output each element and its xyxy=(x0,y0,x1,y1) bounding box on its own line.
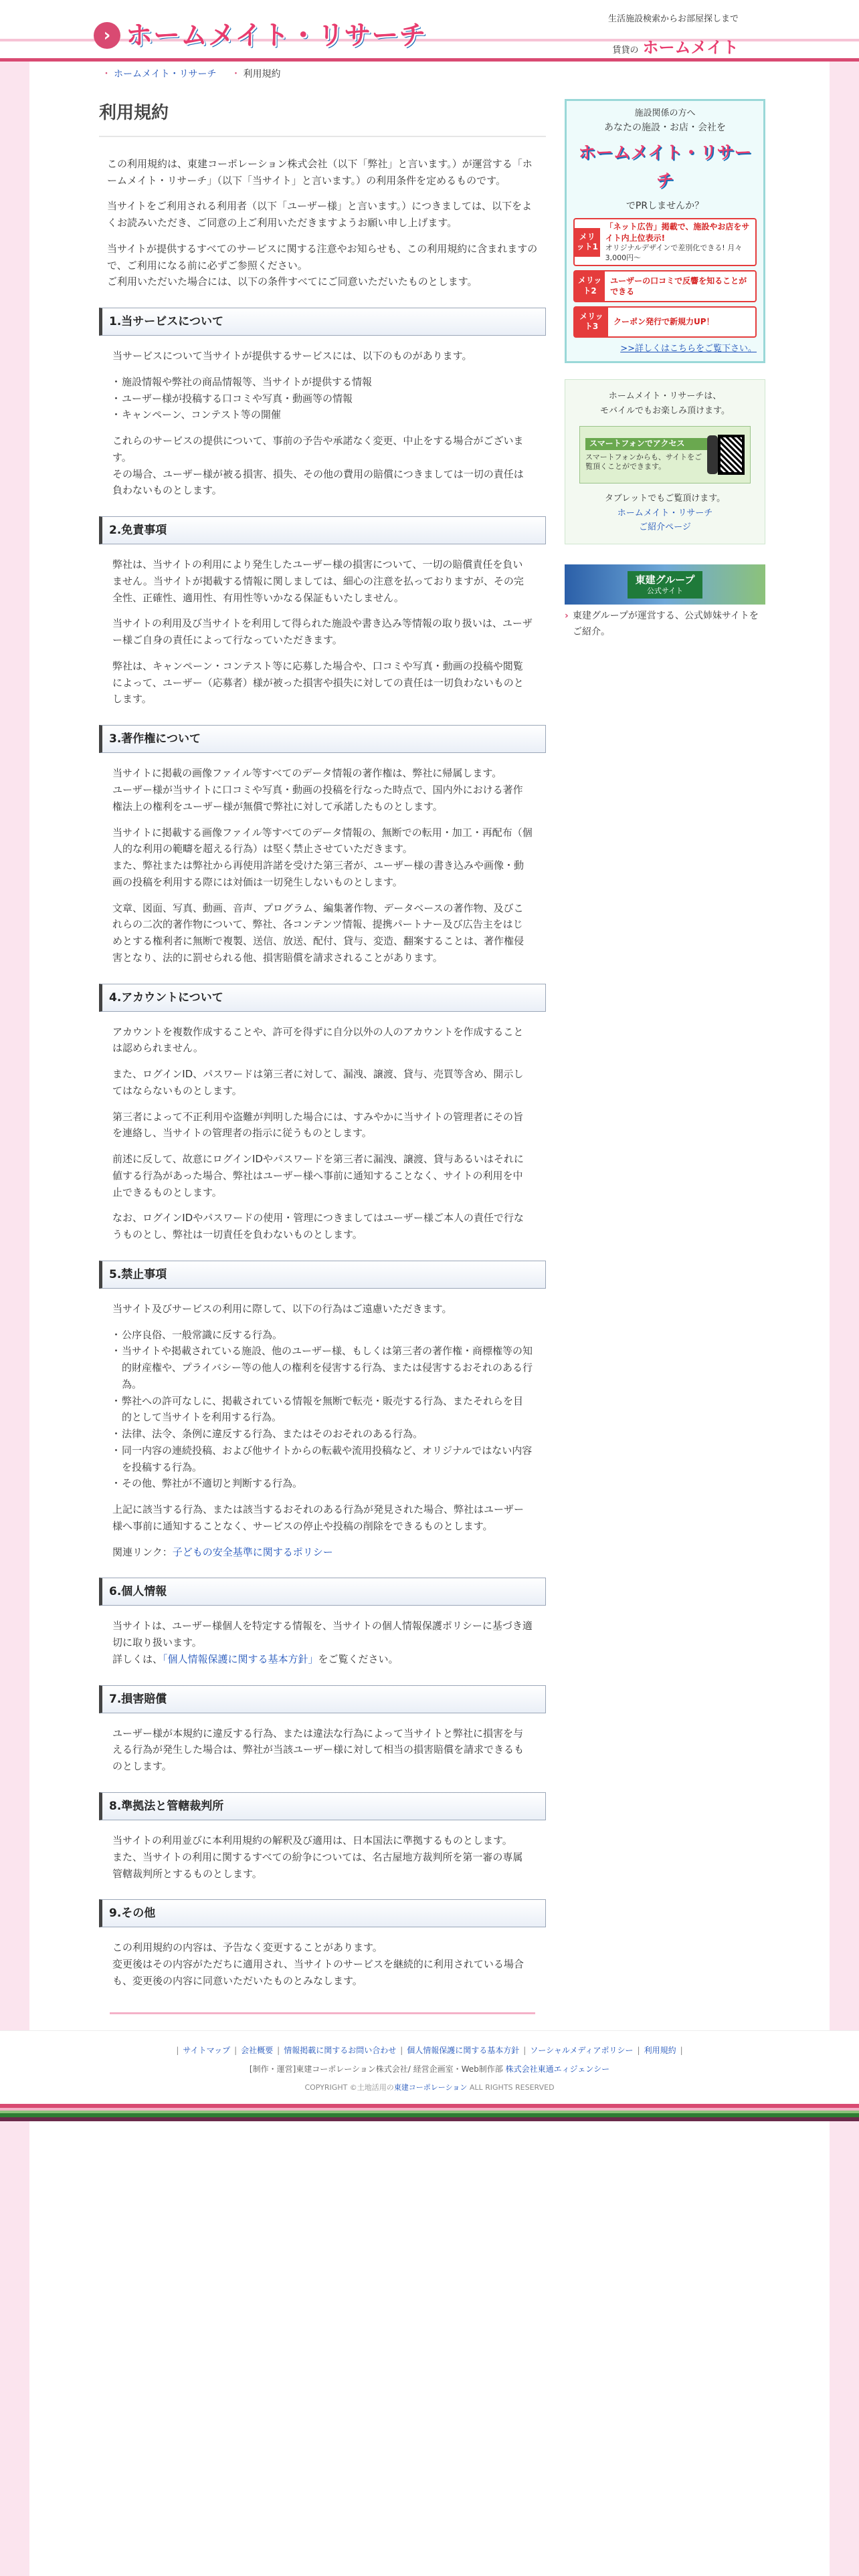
site-header xyxy=(0,0,859,62)
section-paragraph: 当サービスについて当サイトが提供するサービスには、以下のものがあります。 xyxy=(112,350,472,362)
privacy-suffix: をご覧ください。 xyxy=(318,1652,399,1665)
footer-link-terms[interactable]: 利用規約 xyxy=(644,2046,676,2055)
section-paragraph: また、ログインID、パスワードは第三者に対して、漏洩、譲渡、貸与、売買等含め、開示してはならないものとします。 xyxy=(112,1068,524,1097)
logo-text: ホームメイト・リサーチ xyxy=(126,20,427,51)
list-item: ・ 当サイトや掲載されている施設、他のユーザー様、もしくは第三者の著作権・商標権等の知的財産権や、プライバシー等の他人の権利を侵害する行為、または侵害するおそれのある行為。 xyxy=(112,1343,533,1392)
banner-text: › 東建グループが運営する、公式姉妹サイトをご紹介。 xyxy=(565,609,765,639)
list-item: ・ その他、弊社が不適切と判断する行為。 xyxy=(112,1475,533,1492)
agency-link[interactable]: 株式会社東通エィジェンシー xyxy=(505,2064,610,2074)
section-paragraph: 当サイトの利用並びに本利用規約の解釈及び適用は、日本国法に準拠するものとします。 また、当サイトの利用に関するすべての紛争については、名古屋地方裁判所を第一審の専属管轄裁判所とするものとします。 xyxy=(112,1834,523,1880)
ad-details-link[interactable]: >>詳しくはこちらをご覧下さい。 xyxy=(620,343,757,354)
section-paragraph xyxy=(112,1618,533,1667)
section-paragraph: 上記に該当する行為、または該当するおそれのある行為が発見された場合、弊社はユーザー様へ事前に通知することなく、サービスの停止や投稿の削除をできるものとします。 xyxy=(112,1503,524,1532)
list-item: ・ 法律、法令、条例に違反する行為、またはそのおそれのある行為。 xyxy=(112,1426,533,1442)
section-paragraph: 第三者によって不正利用や盗難が判明した場合には、すみやかに当サイトの管理者にその旨を連絡し、当サイトの管理者の指示に従うものとします。 xyxy=(112,1110,523,1140)
homemate-brand-link[interactable] xyxy=(612,35,739,62)
intro-paragraph: この利用規約は、東建コーポレーション株式会社（以下「弊社」と言います。）が運営する「ホームメイト・リサーチ」（以下「当サイト」と言います。）の利用条件を定めるものです。 xyxy=(107,157,533,187)
banner-sub: 公式サイト xyxy=(646,586,684,596)
section-heading: 5.禁止事項 xyxy=(99,1261,546,1289)
footer-link-contact[interactable]: 情報掲載に関するお問い合わせ xyxy=(284,2046,397,2055)
footer-credits xyxy=(0,2063,859,2076)
qr-code-icon xyxy=(718,435,745,475)
list-item: ・ 公序良俗、一般常識に反する行為。 xyxy=(112,1327,533,1344)
mobile-box xyxy=(565,379,765,544)
section-paragraph: 前述に反して、故意にログインIDやパスワードを第三者に漏洩、譲渡、貸与あるいはそれに値する行為があった場合、弊社はユーザー様へ事前に通知することなく、サイトの利用を中止できるものとします。 xyxy=(112,1153,524,1198)
breadcrumb-home[interactable]: ホームメイト・リサーチ xyxy=(114,69,217,80)
list-item: ・ 弊社への許可なしに、掲載されている情報を無断で転売・販売する行為、またそれらを目的として当サイトを利用する行為。 xyxy=(112,1393,533,1426)
mobile-line2: モバイルでもお楽しみ頂けます。 xyxy=(600,405,730,416)
site-logo[interactable] xyxy=(94,13,426,58)
merit-label: メリット3 xyxy=(575,308,608,336)
merit-title: クーポン発行で新規力UP！ xyxy=(613,317,714,327)
section-account xyxy=(99,984,546,1243)
intro-page-link[interactable]: ご紹介ページ xyxy=(639,522,691,533)
section-other xyxy=(99,1899,546,1989)
section-paragraph: この利用規約の内容は、予告なく変更することがあります。 変更後はその内容がただちに適用され、当サイトのサービスを継続的に利用されている場合も、変更後の内容に同意いただいたものとみなします。 xyxy=(112,1941,524,1987)
merit-item[interactable] xyxy=(573,270,757,302)
merit-note: オリジナルデザインで差別化できる! 月々3,000円～ xyxy=(605,243,743,262)
intro xyxy=(99,156,546,290)
section-heading: 1.当サービスについて xyxy=(99,308,546,336)
separator: | xyxy=(523,2046,527,2055)
separator: | xyxy=(277,2046,280,2055)
privacy-prefix: 詳しくは、 xyxy=(112,1652,163,1665)
merit-item[interactable] xyxy=(573,218,757,266)
section-paragraph: 当サイトの利用及び当サイトを利用して得られた施設や書き込み等情報の取り扱いは、ユーザー様ご自身の責任によって行なっていただきます。 xyxy=(112,617,533,647)
section-paragraph: 弊社は、当サイトの利用により発生したユーザー様の損害について、一切の賠償責任を負いません。当サイトが掲載する情報に関しましては、細心の注意を払っておりますが、その完全性、正確性、適用性、有用性等いかなる保証もいたしません。 xyxy=(112,558,524,604)
child-safety-policy-link[interactable]: 子どもの安全基準に関するポリシー xyxy=(172,1545,333,1558)
mobile-line1: ホームメイト・リサーチは、 xyxy=(608,391,722,402)
footer-link-social[interactable]: ソーシャルメディアポリシー xyxy=(530,2046,634,2055)
section-prohibited xyxy=(99,1261,546,1561)
page-title: 利用規約 xyxy=(99,99,546,137)
related-link-prefix: 関連リンク： xyxy=(112,1545,173,1558)
phone-text: スマートフォンからも、サイトをご覧頂くことができます。 xyxy=(585,452,702,471)
section-service xyxy=(99,308,546,499)
section-heading: 3.著作権について xyxy=(99,725,546,753)
section-copyright xyxy=(99,725,546,966)
list-item: ・ 同一内容の連続投稿、および他サイトからの転載や流用投稿など、オリジナルではない内容を投稿する行為。 xyxy=(112,1442,533,1476)
section-paragraph: 文章、図面、写真、動画、音声、プログラム、編集著作物、データベースの著作物、及びこれらの二次的著作物について、弊社、各コンテンツ情報、提携パートナー及び広告主をはじめとする権利者に無断で複製、送信、放送、配付、貸与、変造、翻案することは、著作権侵害となり、法的に罰せられる他、損害賠償を請求されることがあります。 xyxy=(112,901,524,964)
related-link-line xyxy=(112,1544,533,1561)
smartphone-access-panel[interactable] xyxy=(579,426,751,484)
section-paragraph: なお、ログインIDやパスワードの使用・管理につきましてはユーザー様ご本人の責任で行なうものとし、弊社は一切責任を負わないものとします。 xyxy=(112,1212,524,1241)
copyright-suffix: ALL RIGHTS RESERVED xyxy=(467,2082,555,2092)
merit-label: メリット2 xyxy=(575,272,605,300)
merit-title: 「ネット広告」掲載で、施設やお店をサイト内上位表示! xyxy=(605,222,750,243)
merit-title: ユーザーの口コミで反響を知ることができる xyxy=(610,276,747,297)
section-heading: 4.アカウントについて xyxy=(99,984,546,1012)
section-privacy xyxy=(99,1578,546,1667)
service-list xyxy=(112,374,533,423)
section-heading: 9.その他 xyxy=(99,1899,546,1927)
togken-link[interactable]: 東建コーポレーション xyxy=(393,2082,468,2092)
section-disclaimer xyxy=(99,516,546,708)
ad-box-subtitle: あなたの施設・お店・会社を xyxy=(604,122,726,134)
page xyxy=(29,0,830,2576)
intro-paragraph: 当サイトをご利用される利用者（以下「ユーザー様」と言います。）につきましては、以下をよくお読みいただき、ご同意の上ご利用いただきますようお願い申し上げます。 xyxy=(107,200,532,229)
section-paragraph: 当サイトに掲載する画像ファイル等すべてのデータ情報の、無断での転用・加工・再配布（個人的な利用の範疇を超える行為）は堅く禁止させていただきます。 また、弊社または弊社から再使用許諾を受けた第三者が、ユーザー様の書き込みや画像・動画の投稿を利用する際には対価は一切発生しないものとします。 xyxy=(112,826,533,888)
ad-box-question: でPRしませんか？ xyxy=(626,201,704,212)
section-heading: 7.損害賠償 xyxy=(99,1685,546,1713)
section-paragraph: ユーザー様が本規約に違反する行為、または違法な行為によって当サイトと弊社に損害を与える行為が発生した場合は、弊社が当該ユーザー様に対して相当の損害賠償を請求できるものとします。 xyxy=(112,1727,524,1773)
footer-link-sitemap[interactable]: サイトマップ xyxy=(183,2046,231,2055)
banner-title: 東建グループ xyxy=(635,573,695,586)
section-heading: 6.個人情報 xyxy=(99,1578,546,1606)
section-paragraph: 当サイト及びサービスの利用に際して、以下の行為はご遠慮いただきます。 xyxy=(112,1302,452,1315)
section-paragraph: アカウントを複数作成することや、許可を得ずに自分以外の人のアカウントを作成することは認められません。 xyxy=(112,1025,524,1055)
footer-link-company[interactable]: 会社概要 xyxy=(241,2046,274,2055)
list-item: ・ 施設情報や弊社の商品情報等、当サイトが提供する情報 xyxy=(112,374,533,391)
footer-color-bar xyxy=(0,2104,859,2121)
list-item: ・ キャンペーン、コンテスト等の開催 xyxy=(112,407,533,423)
facility-ad-box xyxy=(565,99,765,363)
main-content xyxy=(99,99,546,2014)
content-divider xyxy=(110,2012,535,2014)
footer-links xyxy=(0,2044,859,2058)
separator: | xyxy=(680,2046,683,2055)
merit-item[interactable] xyxy=(573,306,757,338)
section-paragraph: 当サイトに掲載の画像ファイル等すべてのデータ情報の著作権は、弊社に帰属します。 ユーザー様が当サイトに口コミや写真・動画の投稿を行なった時点で、国内外における著作権法上の権利をユーザー様が無償で弊社に対して承諾したものとします。 xyxy=(112,767,523,813)
separator: | xyxy=(400,2046,403,2055)
separator: | xyxy=(176,2046,179,2055)
tablet-line: タブレットでもご覧頂けます。 xyxy=(604,494,726,504)
brand-large: ホームメイト xyxy=(642,38,739,57)
section-paragraph: これらのサービスの提供について、事前の予告や承諾なく変更、中止をする場合がございます。 その場合、ユーザー様が被る損害、損失、その他の費用の賠償につきましては一切の責任は負わないものとします。 xyxy=(112,435,524,497)
section-damages xyxy=(99,1685,546,1775)
brand-small: 賃貸の xyxy=(612,45,639,56)
intro-paragraph: 当サイトが提供するすべてのサービスに関する注意やお知らせも、この利用規約に含まれますので、ご利用になる前に必ずご参照ください。 ご利用いただいた場合には、以下の条件すべてにご同意いただいたものとします。 xyxy=(107,242,538,288)
separator: | xyxy=(637,2046,640,2055)
copyright-prefix: COPYRIGHT ©土地活用の xyxy=(304,2082,394,2092)
homemate-research-link[interactable]: ホームメイト・リサーチ xyxy=(617,508,713,518)
ad-box-logo: ホームメイト・リサーチ xyxy=(578,142,752,192)
privacy-policy-link[interactable]: 「個人情報保護に関する基本方針」 xyxy=(163,1652,318,1665)
breadcrumb xyxy=(102,67,280,82)
ad-box-title: 施設関係の方へ xyxy=(634,108,696,118)
smartphone-icon xyxy=(707,435,718,474)
sidebar xyxy=(565,99,765,640)
list-item: ・ ユーザー様が投稿する口コミや写真・動画等の情報 xyxy=(112,391,533,407)
chevron-right-icon: › xyxy=(94,22,120,49)
bullet-icon: ・ xyxy=(231,69,241,80)
section-heading: 2.免責事項 xyxy=(99,516,546,544)
phone-title: スマートフォンでアクセス xyxy=(585,438,707,450)
bullet-icon: ・ xyxy=(102,69,111,80)
section-governing-law xyxy=(99,1792,546,1882)
footer-link-privacy[interactable]: 個人情報保護に関する基本方針 xyxy=(407,2046,520,2055)
merit-label: メリット1 xyxy=(575,228,600,257)
copyright xyxy=(0,2082,859,2094)
credits-text: [制作・運営]東建コーポレーション株式会社/ 経営企画室・Web制作部 xyxy=(249,2064,506,2074)
separator: | xyxy=(234,2046,237,2055)
breadcrumb-current: 利用規約 xyxy=(243,69,281,80)
prohibited-list xyxy=(112,1327,533,1493)
section-paragraph: 弊社は、キャンペーン・コンテスト等に応募した場合や、口コミや写真・動画の投稿や閲覧によって、ユーザー（応募者）様が被った損害や損失に対しての責任は一切負わないものとします。 xyxy=(112,659,524,706)
header-tagline: 生活施設検索からお部屋探しまで xyxy=(607,14,739,24)
togken-group-banner[interactable] xyxy=(565,564,765,605)
privacy-text: 当サイトは、ユーザー様個人を特定する情報を、当サイトの個人情報保護ポリシーに基づき適切に取り扱います。 xyxy=(112,1620,533,1649)
section-heading: 8.準拠法と管轄裁判所 xyxy=(99,1792,546,1820)
